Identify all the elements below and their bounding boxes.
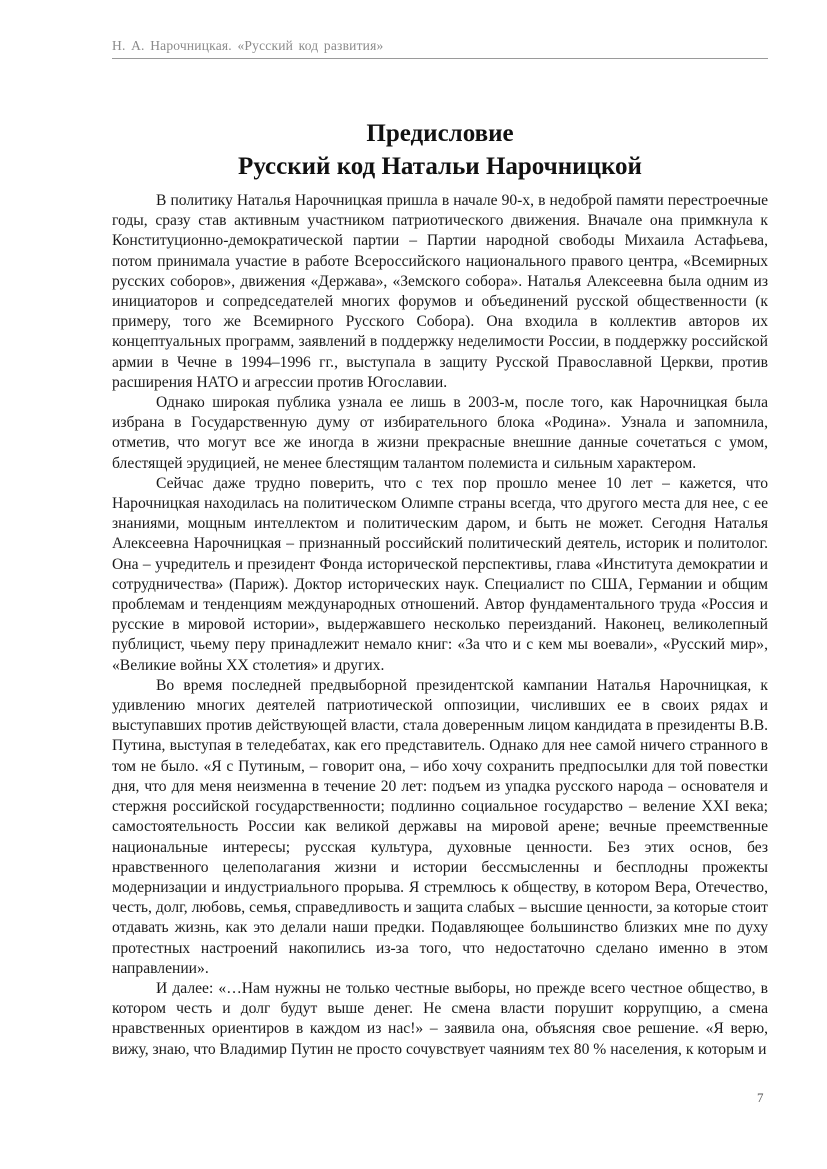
header-divider	[112, 58, 768, 59]
paragraph: Однако широкая публика узнала ее лишь в 2003-м, после того, как Нарочницкая была избрана в Государственную думу от избирательного блока «Родина». Узнала и запомнила, отметив, что могут все же иногда в жизни прекрасные внешние данные сочетаться с умом, блестящей эрудицией, не менее блестящим талантом полемиста и сильным характером.	[112, 394, 768, 472]
paragraph: Во время последней предвыборной президентской кампании Наталья Нарочницкая, к удивлению многих деятелей патриотической оппозиции, числивших ее в своих рядах и выступавших против действующей власти, стала доверенным лицом кандидата в президенты В.В. Путина, выступая в теледебатах, как его представитель. Однако для нее самой ничего странного в том не было. «Я с Путиным, – говорит она, – ибо хочу сохранить предпосылки для той повестки дня, что для меня неизменна в течение 20 лет: подъем из упадка русского народа – основателя и стержня российской государственности; подлинно социальное государство – веление XXI века; самостоятельность России как великой державы на мировой арене; вечные преемственные национальные интересы; русская культура, духовные ценности. Без этих основ, без нравственного целеполагания жизни и истории бессмысленны и бесплодны прожекты модернизации и индустриального прорыва. Я стремлюсь к обществу, в котором Вера, Отечество, честь, долг, любовь, семья, справедливость и защита слабых – высшие ценности, за которые стоит отдавать жизнь, как это делали наши предки. Подавляющее большинство близких мне по духу протестных настроений накопились из-за того, что недостаточно сделано именно в этом направлении».	[112, 676, 768, 977]
paragraph: В политику Наталья Нарочницкая пришла в начале 90-х, в недоброй памяти перестроечные годы, сразу став активным участником патриотического движения. Вначале она примкнула к Конституционно-демократической партии – Партии народной свободы Михаила Астафьева, потом принимала участие в работе Всероссийского национального правого центра, «Всемирных русских соборов», движения «Держава», «Земского собора». Наталья Алексеевна была одним из инициаторов и сопредседателей многих форумов и объединений русской общественности (к примеру, того же Всемирного Русского Собора). Она входила в коллектив авторов их концептуальных программ, заявлений в поддержку неделимости России, в поддержку российской армии в Чечне в 1994–1996 гг., выступала в защиту Русской Православной Церкви, против расширения НАТО и агрессии против Югославии.	[112, 192, 768, 391]
chapter-title	[112, 117, 768, 183]
paragraph: Сейчас даже трудно поверить, что с тех пор прошло менее 10 лет – кажется, что Нарочницкая находилась на политическом Олимпе страны всегда, что другого места для нее, с ее знаниями, мощным интеллектом и политическим даром, и быть не может. Сегодня Наталья Алексеевна Нарочницкая – признанный российский политический деятель, историк и политолог. Она – учредитель и президент Фонда исторической перспективы, глава «Института демократии и сотрудничества» (Париж). Доктор исторических наук. Специалист по США, Германии и общим проблемам и тенденциям международных отношений. Автор фундаментального труда «Россия и русские в мировой истории», выдержавшего несколько переизданий. Наконец, великолепный публицист, чьему перу принадлежит немало книг: «За что и с кем мы воевали», «Русский мир», «Великие войны XX столетия» и других.	[112, 474, 768, 674]
chapter-title-line-1: Предисловие	[366, 120, 514, 147]
chapter-title-line-2: Русский код Натальи Нарочницкой	[238, 153, 642, 180]
running-header: Н. А. Нарочницкая. «Русский код развития»	[112, 38, 384, 53]
paragraph: И далее: «…Нам нужны не только честные выборы, но прежде всего честное общество, в котором честь и долг будут выше денег. Не смена власти порушит коррупцию, а смена нравственных ориентиров в каждом из нас!» – заявила она, объясняя свое решение. «Я верю, вижу, знаю, что Владимир Путин не просто сочувствует чаяниям тех 80 % населения, к которым и	[112, 979, 768, 1058]
body-text	[112, 191, 768, 1060]
page-number: 7	[757, 1090, 764, 1105]
